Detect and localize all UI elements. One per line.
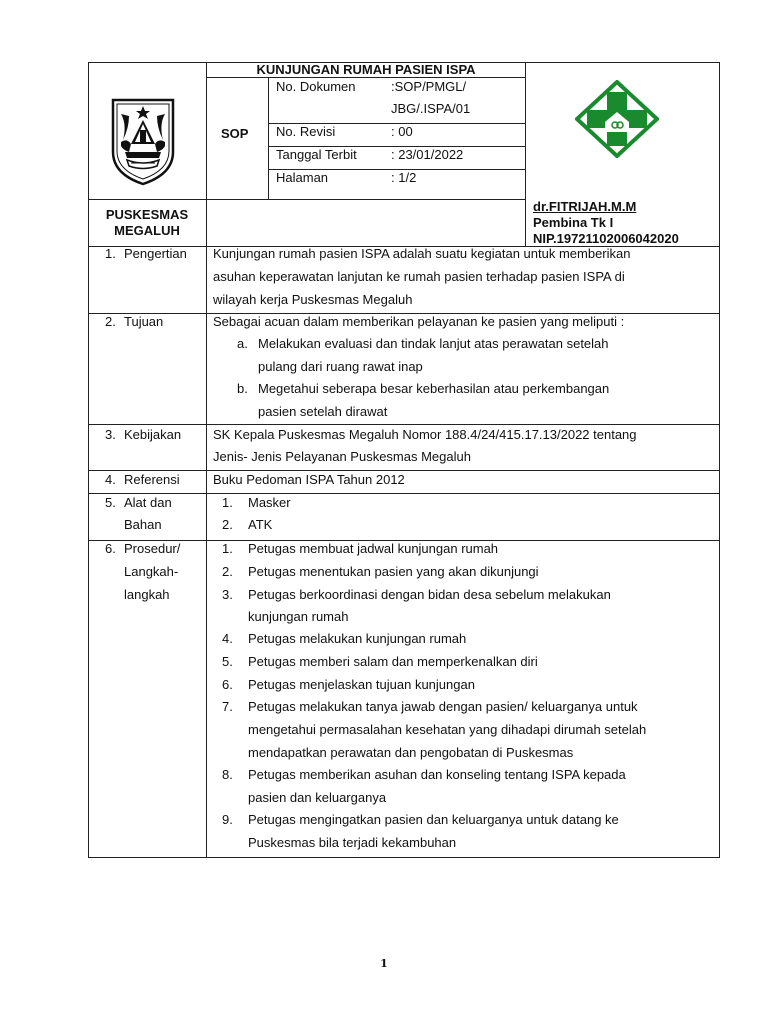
step-text: Petugas menentukan pasien yang akan dikunjungi xyxy=(248,564,539,579)
list-marker: a. xyxy=(237,336,248,351)
field-value-page: : 1/2 xyxy=(391,170,417,185)
field-label-revision: No. Revisi xyxy=(276,124,336,139)
step-number: 3. xyxy=(222,587,233,602)
step-number: 6. xyxy=(222,677,233,692)
step-text: Petugas berkoordinasi dengan bidan desa sebelum melakukan xyxy=(248,587,611,602)
section-number: 4. xyxy=(105,472,116,487)
regency-emblem xyxy=(107,94,179,186)
step-text: Puskesmas bila terjadi kekambuhan xyxy=(248,835,457,850)
field-label-issue-date: Tanggal Terbit xyxy=(276,147,357,162)
section-title-kebijakan: Kebijakan xyxy=(124,427,182,442)
step-number: 5. xyxy=(222,654,233,669)
sop-label: SOP xyxy=(221,126,249,141)
step-text: mengetahui permasalahan kesehatan yang dihadapi dirumah setelah xyxy=(248,722,647,737)
step-text: Petugas melakukan kunjungan rumah xyxy=(248,631,467,646)
section-text-line: SK Kepala Puskesmas Megaluh Nomor 188.4/24/415.17.13/2022 tentang xyxy=(213,427,637,442)
step-text: Petugas mengingatkan pasien dan keluarganya untuk datang ke xyxy=(248,812,619,827)
list-item: ATK xyxy=(248,517,273,532)
org-name: PUSKESMAS xyxy=(105,207,189,222)
step-text: Petugas membuat jadwal kunjungan rumah xyxy=(248,541,499,556)
section-title-referensi: Referensi xyxy=(124,472,180,487)
signer-nip: NIP.19721102006042020 xyxy=(533,231,679,246)
section-number: 1. xyxy=(105,246,116,261)
section-title-langkah: Langkah- xyxy=(124,564,179,579)
step-text: pasien dan keluarganya xyxy=(248,790,387,805)
signer-name: dr.FITRIJAH.M.M xyxy=(533,199,637,214)
step-number: 8. xyxy=(222,767,233,782)
step-text: Petugas melakukan tanya jawab dengan pasien/ keluarganya untuk xyxy=(248,699,638,714)
list-item: pulang dari ruang rawat inap xyxy=(258,359,423,374)
page-number: 1 xyxy=(380,957,388,970)
step-text: Petugas menjelaskan tujuan kunjungan xyxy=(248,677,475,692)
step-text: Petugas memberi salam dan memperkenalkan diri xyxy=(248,654,538,669)
section-title-langkah2: langkah xyxy=(124,587,170,602)
field-value-revision: : 00 xyxy=(391,124,413,139)
document-title: KUNJUNGAN RUMAH PASIEN ISPA xyxy=(256,62,476,77)
list-marker: 1. xyxy=(222,495,233,510)
section-title-tujuan: Tujuan xyxy=(124,314,164,329)
list-item: Masker xyxy=(248,495,291,510)
list-item: Melakukan evaluasi dan tindak lanjut atas perawatan setelah xyxy=(258,336,609,351)
section-text-line: Buku Pedoman ISPA Tahun 2012 xyxy=(213,472,405,487)
section-intro: Sebagai acuan dalam memberikan pelayanan ke pasien yang meliputi : xyxy=(213,314,625,329)
section-title-prosedur: Prosedur/ xyxy=(124,541,181,556)
signer-rank: Pembina Tk I xyxy=(533,215,614,230)
step-number: 9. xyxy=(222,812,233,827)
step-number: 7. xyxy=(222,699,233,714)
section-title-pengertian: Pengertian xyxy=(124,246,187,261)
step-number: 4. xyxy=(222,631,233,646)
field-value-issue-date: : 23/01/2022 xyxy=(391,147,464,162)
section-number: 3. xyxy=(105,427,116,442)
section-number: 5. xyxy=(105,495,116,510)
section-text-line: asuhan keperawatan lanjutan ke rumah pasien terhadap pasien ISPA di xyxy=(213,269,625,284)
step-text: Petugas memberikan asuhan dan konseling tentang ISPA kepada xyxy=(248,767,626,782)
step-number: 1. xyxy=(222,541,233,556)
section-title-alat: Alat dan xyxy=(124,495,172,510)
list-marker: b. xyxy=(237,381,248,396)
section-text-line: Jenis- Jenis Pelayanan Puskesmas Megaluh xyxy=(213,449,471,464)
puskesmas-logo xyxy=(575,80,659,158)
org-location: MEGALUH xyxy=(114,223,180,238)
list-marker: 2. xyxy=(222,517,233,532)
field-label-doc-number: No. Dokumen xyxy=(276,79,356,94)
section-number: 2. xyxy=(105,314,116,329)
list-item: pasien setelah dirawat xyxy=(258,404,388,419)
step-number: 2. xyxy=(222,564,233,579)
step-text: kunjungan rumah xyxy=(248,609,349,624)
step-text: mendapatkan perawatan dan pengobatan di Puskesmas xyxy=(248,745,574,760)
field-value-doc-number: :SOP/PMGL/ xyxy=(391,79,467,94)
section-title-bahan: Bahan xyxy=(124,517,162,532)
field-value-doc-number-cont: JBG/.ISPA/01 xyxy=(391,101,471,116)
section-text-line: wilayah kerja Puskesmas Megaluh xyxy=(213,292,413,307)
section-number: 6. xyxy=(105,541,116,556)
field-label-page: Halaman xyxy=(276,170,329,185)
section-text-line: Kunjungan rumah pasien ISPA adalah suatu kegiatan untuk memberikan xyxy=(213,246,631,261)
list-item: Megetahui seberapa besar keberhasilan atau perkembangan xyxy=(258,381,610,396)
